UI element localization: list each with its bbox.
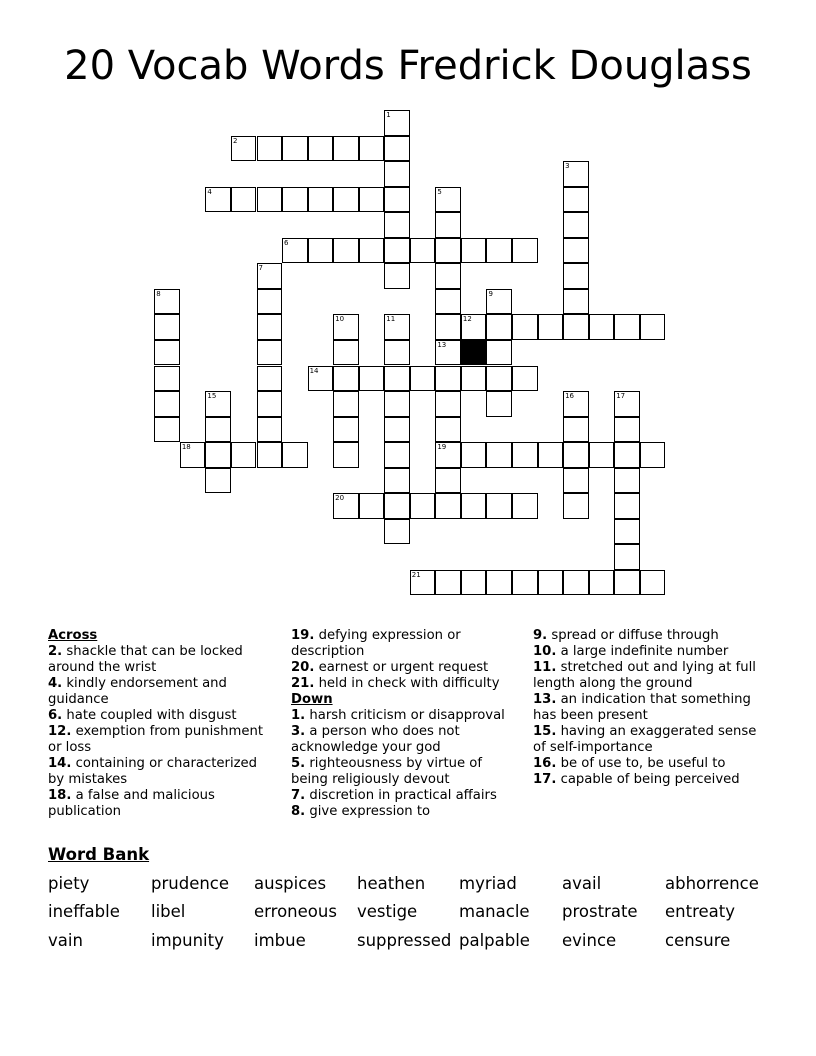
grid-cell[interactable]	[435, 263, 461, 289]
clue-item-number: 17.	[533, 772, 557, 787]
grid-cell[interactable]	[563, 468, 589, 494]
grid-cell[interactable]	[359, 366, 385, 392]
grid-cell[interactable]	[640, 314, 666, 340]
grid-cell[interactable]	[359, 187, 385, 213]
grid-cell[interactable]	[333, 442, 359, 468]
grid-cell[interactable]	[538, 570, 564, 596]
grid-cell[interactable]	[282, 442, 308, 468]
clue-item-number: 13.	[533, 692, 557, 707]
grid-cell[interactable]	[461, 238, 487, 264]
clue-item	[291, 788, 519, 804]
word-bank-item: prudence	[151, 874, 230, 893]
grid-cell[interactable]	[257, 263, 283, 289]
grid-cell[interactable]	[589, 570, 615, 596]
clue-number: 12	[462, 315, 472, 324]
clue-item-number: 19.	[291, 628, 315, 643]
word-bank-item: impunity	[151, 931, 224, 950]
clue-item-number: 10.	[533, 644, 557, 659]
grid-cell[interactable]	[384, 391, 410, 417]
word-bank-item: censure	[665, 931, 731, 950]
page-title: 20 Vocab Words Fredrick Douglass	[64, 43, 752, 89]
clue-item	[291, 660, 519, 676]
grid-cell[interactable]	[231, 136, 257, 162]
grid-cell[interactable]	[589, 442, 615, 468]
grid-cell[interactable]	[205, 187, 231, 213]
clue-item-text: discretion in practical affairs	[309, 788, 497, 803]
grid-cell[interactable]	[308, 238, 334, 264]
clue-item-text: harsh criticism or disapproval	[309, 708, 505, 723]
clue-item-number: 21.	[291, 676, 315, 691]
grid-cell[interactable]	[614, 519, 640, 545]
clue-number: 8	[156, 289, 161, 298]
grid-cell[interactable]	[435, 391, 461, 417]
clue-number: 2	[232, 136, 238, 145]
clue-item-text: give expression to	[309, 804, 431, 819]
grid-cell[interactable]	[486, 238, 512, 264]
word-bank-item: erroneous	[254, 902, 337, 921]
clue-item	[533, 644, 763, 660]
clue-number: 18	[181, 443, 191, 452]
clue-item-text: capable of being perceived	[560, 772, 740, 787]
grid-cell[interactable]	[614, 391, 640, 417]
clue-number: 3	[565, 162, 570, 171]
grid-cell[interactable]	[589, 314, 615, 340]
word-bank-item: evince	[562, 931, 617, 950]
grid-cell[interactable]	[614, 544, 640, 570]
clue-item	[291, 804, 519, 820]
clue-item	[48, 756, 276, 788]
word-bank-item: vestige	[357, 902, 418, 921]
word-bank-item: heathen	[357, 874, 426, 893]
grid-cell[interactable]	[154, 314, 180, 340]
clue-item-number: 14.	[48, 756, 72, 771]
grid-cell[interactable]	[614, 442, 640, 468]
word-bank-item: myriad	[459, 874, 517, 893]
clue-item	[291, 676, 519, 692]
grid-cell[interactable]	[257, 391, 283, 417]
clue-item-text: having an exaggerated sense of self-importance	[533, 724, 757, 755]
grid-cell[interactable]	[538, 314, 564, 340]
clue-column-2	[291, 628, 519, 820]
clue-item	[533, 756, 763, 772]
grid-cell[interactable]	[512, 493, 538, 519]
clue-item-number: 16.	[533, 756, 557, 771]
clue-item-text: stretched out and lying at full length along the ground	[533, 660, 756, 691]
clue-item-text: spread or diffuse through	[551, 628, 719, 643]
clue-item-text: a false and malicious publication	[48, 788, 215, 819]
grid-cell[interactable]	[154, 366, 180, 392]
clue-item-number: 6.	[48, 708, 63, 723]
grid-cell[interactable]	[563, 314, 589, 340]
word-bank-item: piety	[48, 874, 90, 893]
down-heading: Down	[291, 692, 333, 707]
word-bank-item: imbue	[254, 931, 306, 950]
grid-cell[interactable]	[180, 442, 206, 468]
grid-cell[interactable]	[563, 187, 589, 213]
clue-item-number: 4.	[48, 676, 63, 691]
clue-item	[533, 724, 763, 756]
grid-cell[interactable]	[614, 468, 640, 494]
grid-cell[interactable]	[333, 340, 359, 366]
grid-cell[interactable]	[435, 238, 461, 264]
clue-number: 16	[565, 392, 575, 401]
grid-cell[interactable]	[563, 238, 589, 264]
clue-number: 11	[386, 315, 396, 324]
clue-item-text: be of use to, be useful to	[560, 756, 726, 771]
grid-cell[interactable]	[614, 570, 640, 596]
grid-cell[interactable]	[435, 442, 461, 468]
word-bank-item: entreaty	[665, 902, 735, 921]
grid-cell[interactable]	[435, 340, 461, 366]
clue-item	[533, 692, 763, 724]
grid-cell[interactable]	[205, 442, 231, 468]
grid-cell[interactable]	[205, 468, 231, 494]
clue-column-3	[533, 628, 763, 788]
clue-item-text: kindly endorsement and guidance	[48, 676, 227, 707]
grid-cell[interactable]	[384, 187, 410, 213]
word-bank-item: vain	[48, 931, 83, 950]
clue-item	[48, 788, 276, 820]
clue-item-number: 3.	[291, 724, 306, 739]
grid-cell[interactable]	[257, 417, 283, 443]
grid-cell[interactable]	[384, 263, 410, 289]
grid-cell[interactable]	[384, 110, 410, 136]
grid-cell[interactable]	[308, 136, 334, 162]
grid-cell[interactable]	[154, 289, 180, 315]
grid-cell[interactable]	[333, 366, 359, 392]
clue-item-text: righteousness by virtue of being religiously devout	[291, 756, 482, 787]
word-bank-item: manacle	[459, 902, 530, 921]
grid-cell[interactable]	[257, 136, 283, 162]
grid-cell[interactable]	[410, 366, 436, 392]
grid-cell[interactable]	[333, 238, 359, 264]
grid-cell[interactable]	[461, 442, 487, 468]
clue-item-number: 8.	[291, 804, 306, 819]
clue-number: 13	[437, 340, 447, 349]
grid-cell[interactable]	[435, 212, 461, 238]
clue-item	[48, 724, 276, 756]
clue-item-text: earnest or urgent request	[318, 660, 489, 675]
grid-cell[interactable]	[614, 417, 640, 443]
grid-cell[interactable]	[512, 238, 538, 264]
grid-cell[interactable]	[282, 238, 308, 264]
grid-cell[interactable]	[384, 212, 410, 238]
clue-column-1	[48, 628, 276, 820]
clue-number: 1	[386, 111, 391, 119]
grid-cell[interactable]	[461, 570, 487, 596]
clue-number: 19	[437, 443, 447, 452]
grid-cell[interactable]	[282, 187, 308, 213]
grid-cell-black	[461, 340, 487, 366]
across-heading: Across	[48, 628, 98, 643]
clue-number: 14	[309, 366, 319, 375]
clue-item-text: a person who does not acknowledge your god	[291, 724, 460, 755]
clue-item-number: 2.	[48, 644, 63, 659]
clue-item-number: 1.	[291, 708, 306, 723]
grid-cell[interactable]	[384, 519, 410, 545]
word-bank-item: avail	[562, 874, 602, 893]
grid-cell[interactable]	[461, 366, 487, 392]
clue-item	[291, 628, 519, 660]
grid-cell[interactable]	[384, 136, 410, 162]
grid-cell[interactable]	[384, 238, 410, 264]
grid-cell[interactable]	[435, 570, 461, 596]
clue-item-text: hate coupled with disgust	[66, 708, 237, 723]
grid-cell[interactable]	[563, 289, 589, 315]
grid-cell[interactable]	[563, 391, 589, 417]
clue-item-text: defying expression or description	[291, 628, 461, 659]
grid-cell[interactable]	[333, 187, 359, 213]
clue-item-text: held in check with difficulty	[318, 676, 500, 691]
clues-section	[0, 628, 816, 838]
grid-cell[interactable]	[257, 289, 283, 315]
grid-cell[interactable]	[333, 314, 359, 340]
grid-cell[interactable]	[333, 417, 359, 443]
grid-cell[interactable]	[205, 417, 231, 443]
clue-number: 20	[335, 494, 345, 503]
grid-cell[interactable]	[640, 442, 666, 468]
grid-cell[interactable]	[384, 417, 410, 443]
clue-item-number: 9.	[533, 628, 548, 643]
grid-cell[interactable]	[410, 238, 436, 264]
grid-cell[interactable]	[359, 493, 385, 519]
grid-cell[interactable]	[640, 570, 666, 596]
clue-number: 9	[488, 289, 493, 298]
grid-cell[interactable]	[563, 212, 589, 238]
word-bank-title: Word Bank	[48, 845, 150, 864]
clue-item-number: 7.	[291, 788, 306, 803]
grid-cell[interactable]	[486, 442, 512, 468]
clue-item-number: 12.	[48, 724, 72, 739]
grid-cell[interactable]	[435, 366, 461, 392]
grid-cell[interactable]	[563, 263, 589, 289]
clue-item-text: containing or characterized by mistakes	[48, 756, 258, 787]
grid-cell[interactable]	[384, 468, 410, 494]
grid-cell[interactable]	[435, 417, 461, 443]
clue-item	[48, 644, 276, 676]
grid-cell[interactable]	[257, 340, 283, 366]
grid-cell[interactable]	[486, 289, 512, 315]
word-bank-item: abhorrence	[665, 874, 759, 893]
grid-cell[interactable]	[563, 442, 589, 468]
grid-cell[interactable]	[435, 468, 461, 494]
clue-number: 6	[284, 238, 289, 247]
grid-cell[interactable]	[308, 187, 334, 213]
grid-cell[interactable]	[308, 366, 334, 392]
clue-item-text: shackle that can be locked around the wrist	[48, 644, 243, 675]
grid-cell[interactable]	[257, 366, 283, 392]
grid-cell[interactable]	[512, 570, 538, 596]
grid-cell[interactable]	[205, 391, 231, 417]
grid-cell[interactable]	[435, 289, 461, 315]
grid-cell[interactable]	[486, 314, 512, 340]
grid-cell[interactable]	[563, 161, 589, 187]
grid-cell[interactable]	[333, 493, 359, 519]
clue-item-text: an indication that something has been present	[533, 692, 751, 723]
grid-cell[interactable]	[486, 493, 512, 519]
word-bank-item: suppressed	[357, 931, 452, 950]
clue-item-number: 20.	[291, 660, 315, 675]
clue-item-text: exemption from punishment or loss	[48, 724, 263, 755]
grid-cell[interactable]	[486, 391, 512, 417]
clue-number: 21	[411, 570, 421, 579]
clue-item-number: 11.	[533, 660, 557, 675]
grid-cell[interactable]	[614, 314, 640, 340]
clue-item-number: 15.	[533, 724, 557, 739]
grid-cell[interactable]	[231, 442, 257, 468]
grid-cell[interactable]	[512, 314, 538, 340]
word-bank-item: auspices	[254, 874, 327, 893]
grid-cell[interactable]	[282, 136, 308, 162]
grid-cell[interactable]	[384, 314, 410, 340]
clue-number: 10	[335, 315, 345, 324]
grid-cell[interactable]	[257, 314, 283, 340]
grid-cell[interactable]	[410, 570, 436, 596]
grid-cell[interactable]	[384, 161, 410, 187]
grid-cell[interactable]	[231, 187, 257, 213]
grid-cell[interactable]	[435, 314, 461, 340]
clue-number: 4	[207, 187, 212, 196]
clue-number: 5	[437, 187, 442, 196]
grid-cell[interactable]	[359, 238, 385, 264]
word-bank-item: libel	[151, 902, 186, 921]
clue-item	[291, 756, 519, 788]
clue-item	[533, 660, 763, 692]
clue-item	[48, 676, 276, 708]
grid-cell[interactable]	[384, 340, 410, 366]
grid-cell[interactable]	[563, 417, 589, 443]
grid-cell[interactable]	[512, 442, 538, 468]
clue-item	[291, 708, 519, 724]
clue-item	[533, 628, 763, 644]
clue-item-number: 5.	[291, 756, 306, 771]
grid-cell[interactable]	[614, 493, 640, 519]
grid-cell[interactable]	[410, 493, 436, 519]
clue-number: 15	[207, 392, 217, 401]
word-bank-item: prostrate	[562, 902, 638, 921]
clue-item	[533, 772, 763, 788]
grid-cell[interactable]	[435, 493, 461, 519]
grid-cell[interactable]	[384, 366, 410, 392]
clue-item	[48, 708, 276, 724]
grid-cell[interactable]	[257, 187, 283, 213]
clue-item-number: 18.	[48, 788, 72, 803]
word-bank-item: ineffable	[48, 902, 120, 921]
grid-cell[interactable]	[333, 391, 359, 417]
grid-cell[interactable]	[486, 340, 512, 366]
grid-cell[interactable]	[486, 366, 512, 392]
grid-cell[interactable]	[333, 136, 359, 162]
grid-cell[interactable]	[257, 442, 283, 468]
grid-cell[interactable]	[563, 493, 589, 519]
grid-cell[interactable]	[512, 366, 538, 392]
grid-cell[interactable]	[154, 391, 180, 417]
grid-cell[interactable]	[486, 570, 512, 596]
word-bank-item: palpable	[459, 931, 530, 950]
grid-cell[interactable]	[359, 136, 385, 162]
clue-item	[291, 724, 519, 756]
clue-item-text: a large indefinite number	[560, 644, 729, 659]
grid-cell[interactable]	[435, 187, 461, 213]
clue-number: 7	[258, 264, 263, 273]
grid-cell[interactable]	[384, 493, 410, 519]
grid-cell[interactable]	[461, 493, 487, 519]
grid-cell[interactable]	[154, 340, 180, 366]
grid-cell[interactable]	[154, 417, 180, 443]
grid-cell[interactable]	[538, 442, 564, 468]
grid-cell[interactable]	[384, 442, 410, 468]
grid-cell[interactable]	[461, 314, 487, 340]
clue-number: 17	[616, 392, 626, 401]
grid-cell[interactable]	[563, 570, 589, 596]
